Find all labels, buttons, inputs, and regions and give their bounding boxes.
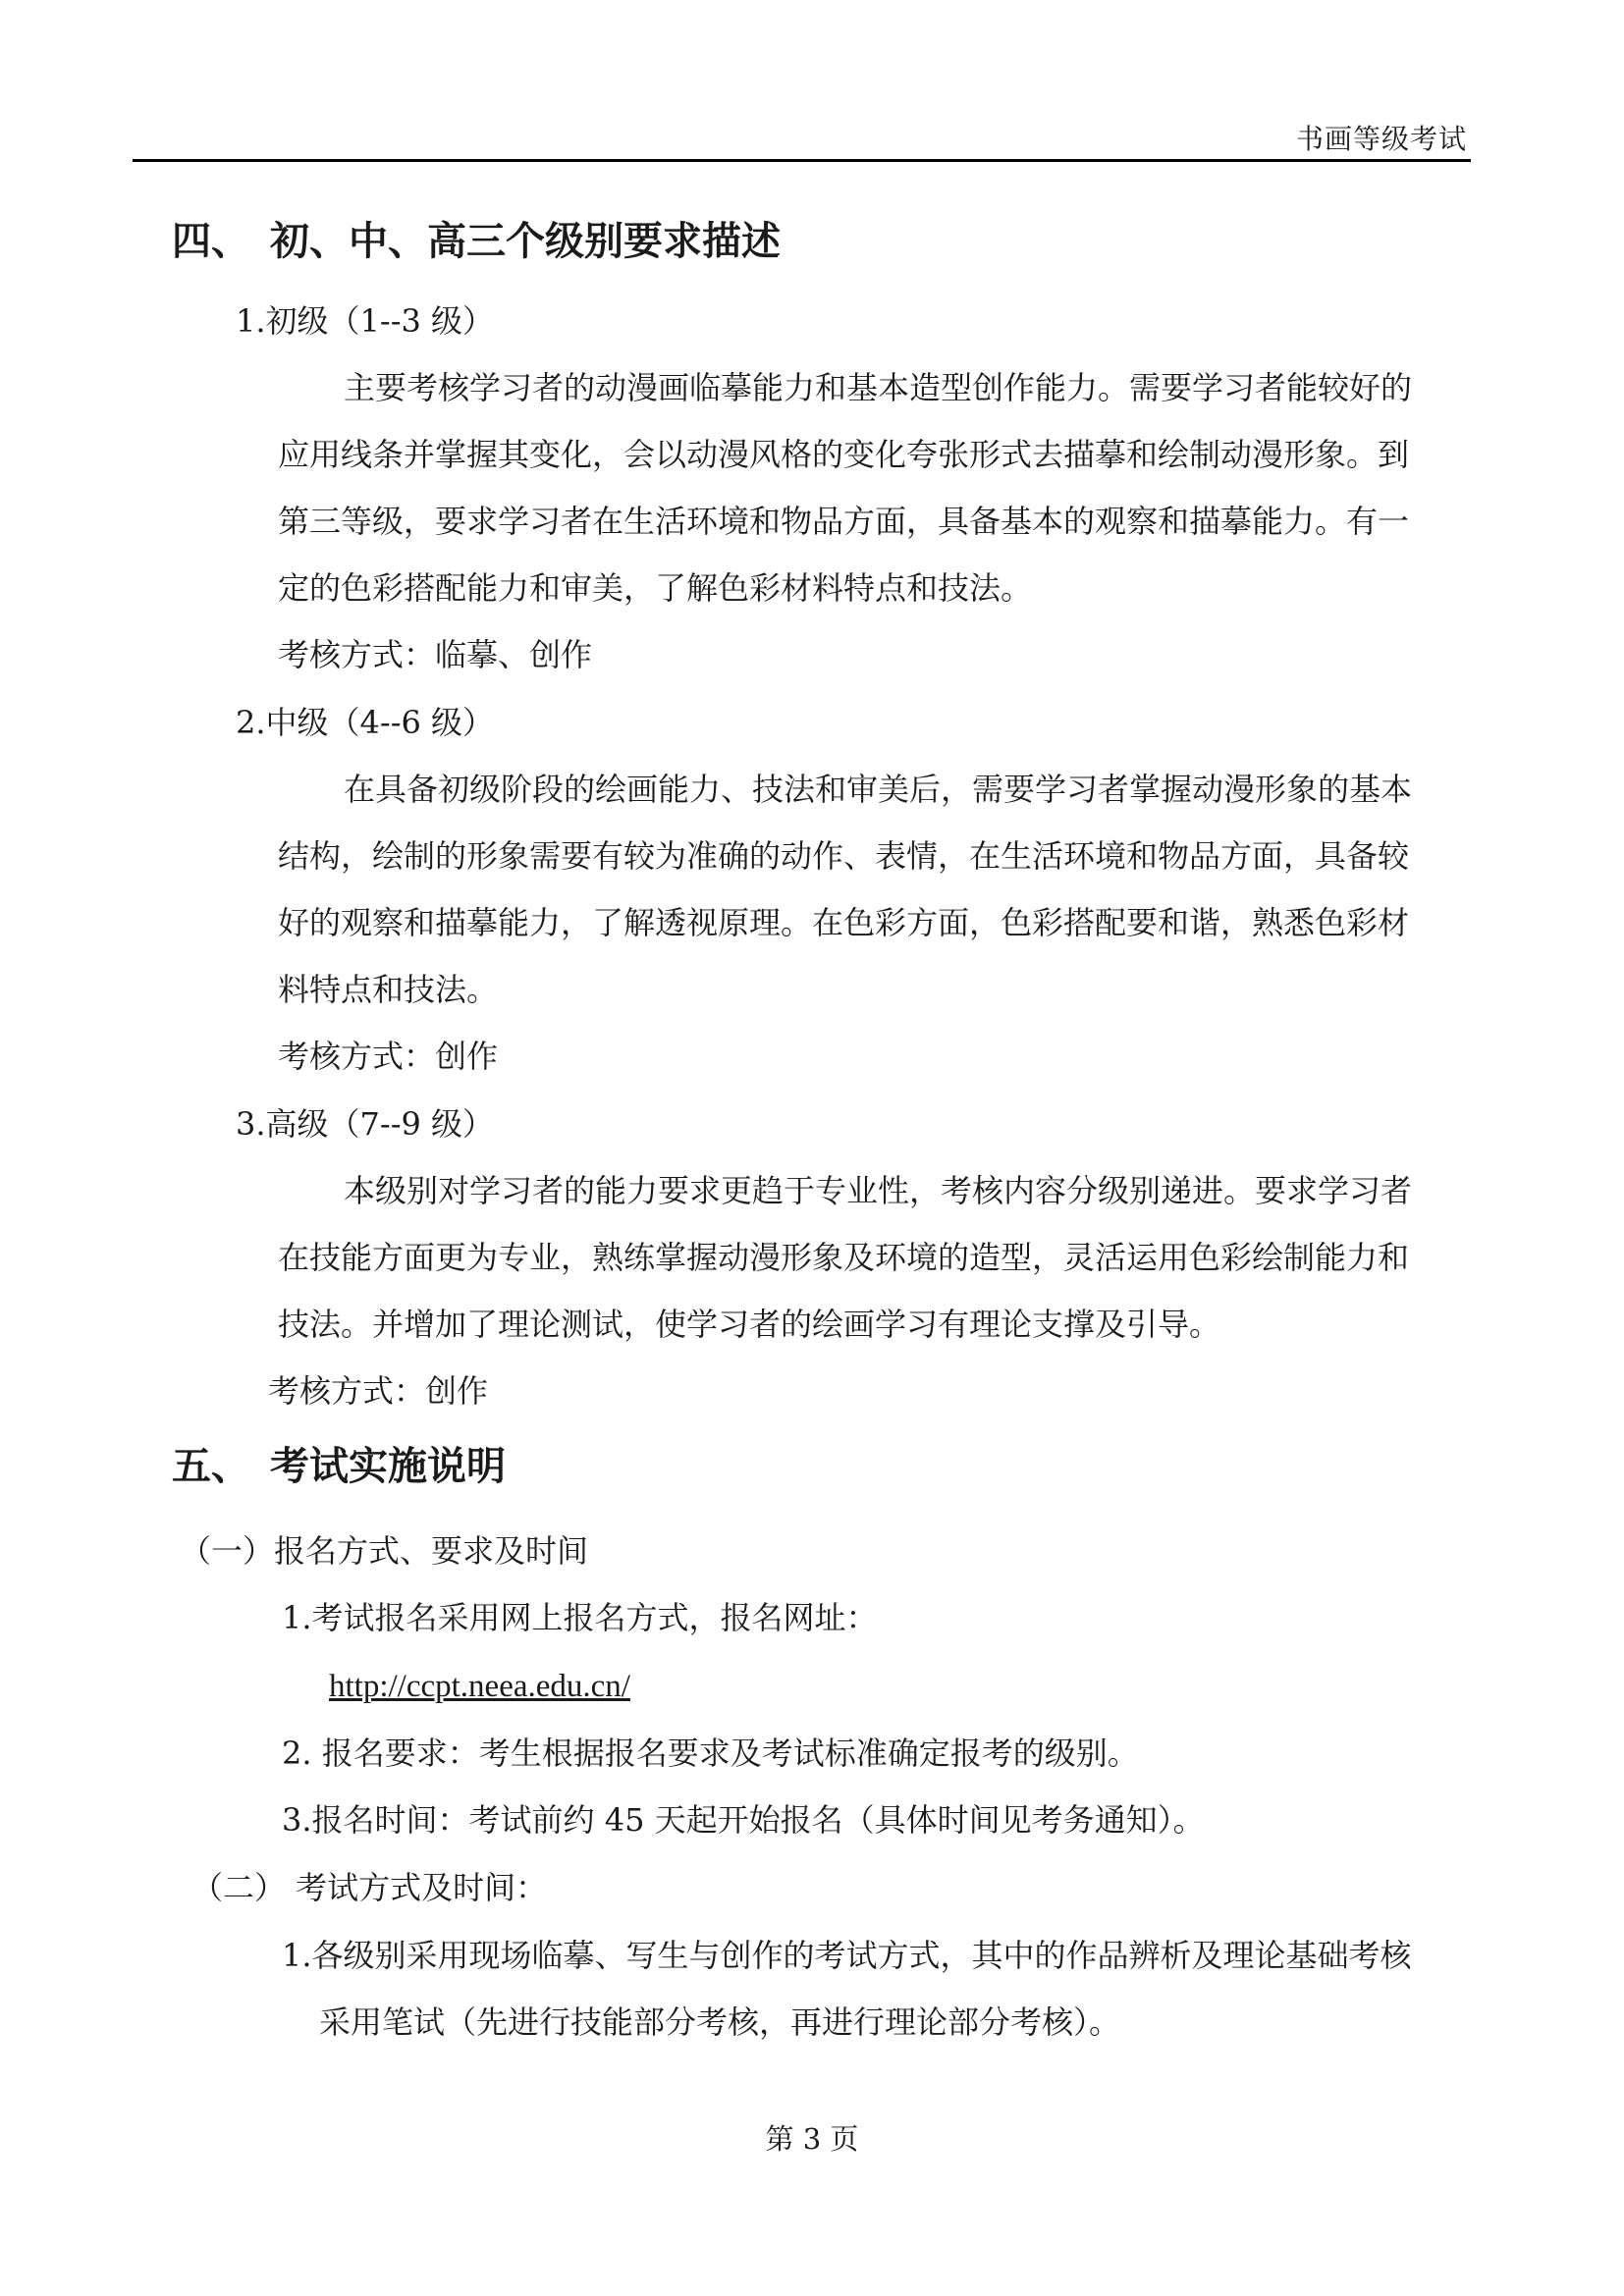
sub-2-item-1-line-2: 采用笔试（先进行技能部分考核，再进行理论部分考核）。 — [319, 2003, 1121, 2041]
header-title: 书画等级考试 — [1295, 123, 1467, 155]
level-3-method: 考核方式：创作 — [268, 1372, 489, 1410]
level-1-method: 考核方式：临摹、创作 — [278, 636, 593, 673]
level-2-line-2: 结构，绘制的形象需要有较为准确的动作、表情，在生活环境和物品方面，具备较 — [278, 837, 1410, 875]
level-1-line-4: 定的色彩搭配能力和审美，了解色彩材料特点和技法。 — [278, 569, 1033, 607]
sub-1-heading: （一）报名方式、要求及时间 — [180, 1532, 589, 1570]
section-4-heading — [172, 218, 781, 265]
section-5-number: 五、 — [172, 1444, 250, 1489]
page-header — [133, 116, 1471, 162]
sub-1-item-3: 3.报名时间：考试前约 45 天起开始报名（具体时间见考务通知）。 — [282, 1801, 1205, 1839]
section-4-title: 初、中、高三个级别要求描述 — [270, 219, 781, 264]
level-2-line-4: 料特点和技法。 — [278, 971, 499, 1008]
sub-2-heading: （二） 考试方式及时间： — [191, 1869, 548, 1906]
level-2-line-3: 好的观察和描摹能力，了解透视原理。在色彩方面，色彩搭配要和谐，熟悉色彩材 — [278, 904, 1410, 941]
level-1-line-3: 第三等级，要求学习者在生活环境和物品方面，具备基本的观察和描摹能力。有一 — [278, 503, 1410, 540]
level-3-line-2: 在技能方面更为专业，熟练掌握动漫形象及环境的造型，灵活运用色彩绘制能力和 — [278, 1239, 1410, 1276]
sub-1-item-1: 1.考试报名采用网上报名方式，报名网址： — [282, 1599, 878, 1636]
registration-url-line — [329, 1666, 630, 1706]
section-4-number: 四、 — [172, 219, 250, 264]
level-1-line-1: 主要考核学习者的动漫画临摹能力和基本造型创作能力。需要学习者能较好的 — [344, 369, 1413, 406]
section-5-heading — [172, 1443, 506, 1490]
registration-url-link[interactable]: http://ccpt.neea.edu.cn/ — [329, 1669, 630, 1704]
level-2-line-1: 在具备初级阶段的绘画能力、技法和审美后，需要学习者掌握动漫形象的基本 — [344, 771, 1413, 808]
section-5-title: 考试实施说明 — [270, 1444, 506, 1489]
level-3-line-1: 本级别对学习者的能力要求更趋于专业性，考核内容分级别递进。要求学习者 — [344, 1172, 1413, 1209]
level-3-heading: 3.高级（7--9 级） — [236, 1105, 495, 1143]
level-3-line-3: 技法。并增加了理论测试，使学习者的绘画学习有理论支撑及引导。 — [278, 1306, 1221, 1343]
level-1-heading: 1.初级（1--3 级） — [236, 302, 495, 340]
sub-2-item-1-line-1: 1.各级别采用现场临摹、写生与创作的考试方式，其中的作品辨析及理论基础考核 — [282, 1937, 1412, 1974]
level-1-line-2: 应用线条并掌握其变化，会以动漫风格的变化夸张形式去描摹和绘制动漫形象。到 — [278, 436, 1410, 473]
level-2-method: 考核方式：创作 — [278, 1038, 499, 1075]
level-2-heading: 2.中级（4--6 级） — [236, 704, 495, 741]
page-number: 第 3 页 — [765, 2122, 859, 2156]
sub-1-item-2: 2. 报名要求：考生根据报名要求及考试标准确定报考的级别。 — [282, 1735, 1139, 1772]
